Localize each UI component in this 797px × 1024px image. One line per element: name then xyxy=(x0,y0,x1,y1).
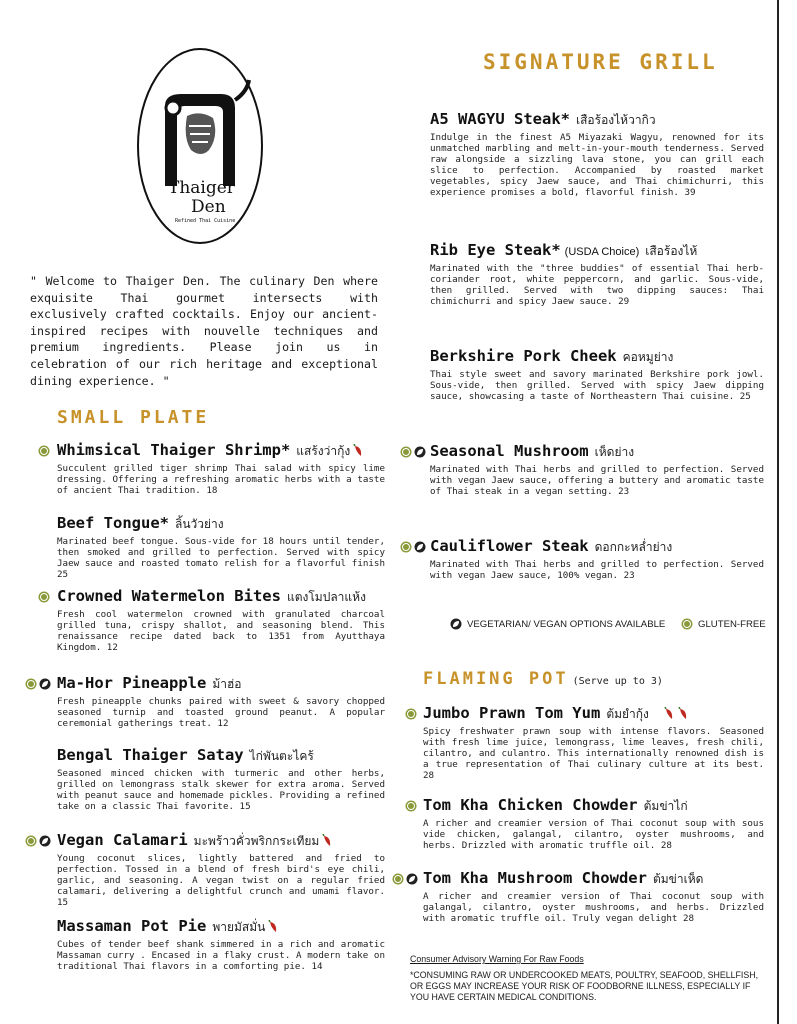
item-description: Marinated with Thai herbs and grilled to perfection. Served with vegan Jaew sauce, 100% vegan. 23 xyxy=(430,559,764,581)
legend-gluten-free: GLUTEN-FREE xyxy=(698,619,766,630)
item-thai-name: คอหมูย่าง xyxy=(622,350,674,364)
item-thai-name: เสือร้องไห้วากิว xyxy=(575,113,656,127)
item-name: A5 WAGYU Steak* xyxy=(430,110,570,128)
gluten-free-icon xyxy=(400,446,412,458)
logo-line2: Den xyxy=(191,197,226,217)
gluten-free-icon xyxy=(38,445,50,457)
item-name: Crowned Watermelon Bites xyxy=(57,587,281,605)
menu-item xyxy=(430,442,764,497)
logo-tagline: Refined Thai Cuisine xyxy=(175,218,236,224)
menu-item xyxy=(423,869,764,924)
gluten-free-icon xyxy=(405,800,417,812)
leaf-icon xyxy=(450,618,462,630)
item-description: Seasoned minced chicken with turmeric and other herbs, grilled on lemongrass stalk skewer for extra aroma. Served with peanut sauce and homemade pickles. Providing a refined take on a classic Thai favorite. 15 xyxy=(57,768,385,812)
leaf-icon xyxy=(39,678,51,690)
logo-line1: Thaiger xyxy=(168,178,235,198)
chili-icon xyxy=(322,834,333,847)
intro-text: " Welcome to Thaiger Den. The culinary Den where exquisite Thai gourmet intersects with exclusively crafted cocktails. Enjoy our ancient-inspired recipes with nouvelle techniques and premium ingredients. Please join us in celebration of our rich heritage and exceptional dining experience. " xyxy=(30,274,378,388)
item-description: Succulent grilled tiger shrimp Thai salad with spicy lime dressing. Offering a refreshing aromatic herbs with a taste of ancient Thai tradition. 18 xyxy=(57,463,385,496)
flaming-pot-heading: FLAMING POT xyxy=(423,669,569,689)
leaf-icon xyxy=(39,835,51,847)
chili-icon xyxy=(664,707,675,720)
leaf-icon xyxy=(414,446,426,458)
item-description: Young coconut slices, lightly battered and fried to perfection. Tossed in a blend of fresh bird's eye chili, garlic, and seasoning. A vegan twist on a regular fried calamari, delivering a delightful crunch and umami flavor. 15 xyxy=(57,853,385,908)
item-name: Cauliflower Steak xyxy=(430,537,589,555)
item-name: Jumbo Prawn Tom Yum xyxy=(423,704,601,722)
gluten-free-icon xyxy=(681,618,693,630)
menu-item xyxy=(57,917,385,972)
item-thai-name: เห็ดย่าง xyxy=(594,445,635,459)
item-description: A richer and creamier version of Thai coconut soup with sous vide chicken, galangal, cilantro, oyster mushrooms, and herbs. Drizzled with aromatic truffle oil. 28 xyxy=(423,818,764,851)
small-plate-title: SMALL PLATE xyxy=(57,407,210,428)
leaf-icon xyxy=(414,541,426,553)
menu-item xyxy=(430,347,764,402)
advisory-title: Consumer Advisory Warning For Raw Foods xyxy=(410,954,584,964)
item-thai-name: ต้มข่าไก่ xyxy=(643,799,688,813)
item-thai-name: เสือร้องไห้ xyxy=(645,244,698,258)
item-thai-name: ลิ้นวัวย่าง xyxy=(174,517,224,531)
chili-icon xyxy=(353,444,364,457)
item-name: Bengal Thaiger Satay xyxy=(57,746,244,764)
item-thai-name: มะพร้าวคั่วพริกกระเทียม xyxy=(193,834,320,848)
item-thai-name: แสร้งว่ากุ้ง xyxy=(296,444,351,458)
item-name: Tom Kha Mushroom Chowder xyxy=(423,869,647,887)
item-thai-name: ต้มข่าเห็ด xyxy=(652,872,704,886)
item-name: Massaman Pot Pie xyxy=(57,917,207,935)
item-thai-name: ไก่พันตะไคร้ xyxy=(249,749,314,763)
menu-item xyxy=(57,674,385,729)
item-description: Cubes of tender beef shank simmered in a rich and aromatic Massaman curry . Encased in a flaky crust. A modern take on traditional Thai flavors in a comforting pie. 14 xyxy=(57,939,385,972)
item-description: Marinated with the "three buddies" of essential Thai herb-coriander root, white peppercorn, and garlic. Sous-vide, then grilled. Served with two dipping sauces: Thai chimichurri and spicy Jaew sauce. 29 xyxy=(430,263,764,307)
leaf-icon xyxy=(406,873,418,885)
gluten-free-icon xyxy=(38,591,50,603)
item-thai-name: พายมัสมั่น xyxy=(212,920,266,934)
item-name: Beef Tongue* xyxy=(57,514,169,532)
item-name: Ma-Hor Pineapple xyxy=(57,674,207,692)
item-thai-name: ต้มยำกุ้ง xyxy=(606,707,649,721)
item-description: A richer and creamier version of Thai coconut soup with galangal, cilantro, oyster mushrooms, and herbs. Drizzled with aromatic truffle oil. Truly vegan delight 28 xyxy=(423,891,764,924)
gluten-free-icon xyxy=(25,835,37,847)
item-note: (USDA Choice) xyxy=(564,246,640,258)
menu-item xyxy=(423,704,764,781)
flaming-pot-subtitle: (Serve up to 3) xyxy=(572,676,663,687)
item-description: Thai style sweet and savory marinated Berkshire pork jowl. Sous-vide, then grilled. Served with spicy Jaew dipping sauce, showcasing a taste of Northeastern Thai cuisine. 25 xyxy=(430,369,764,402)
gluten-free-icon xyxy=(392,873,404,885)
item-thai-name: ม้าฮ่อ xyxy=(212,677,242,691)
signature-grill-title: SIGNATURE GRILL xyxy=(483,50,718,74)
flaming-pot-title xyxy=(423,669,663,689)
menu-item xyxy=(430,110,764,198)
gluten-free-icon xyxy=(400,541,412,553)
item-description: Marinated beef tongue. Sous-vide for 18 hours until tender, then smoked and grilled to perfection. Served with spicy Jaew sauce and roasted tomato relish for a flavorful finish 25 xyxy=(57,536,385,580)
menu-item xyxy=(423,796,764,851)
item-description: Fresh pineapple chunks paired with sweet & savory chopped seasoned turnip and toasted ground peanut. A popular ceremonial gatherings treat. 12 xyxy=(57,696,385,729)
gluten-free-icon xyxy=(405,708,417,720)
item-thai-name: ดอกกะหล่ำย่าง xyxy=(594,540,673,554)
item-description: Fresh cool watermelon crowned with granulated charcoal grilled tuna, crispy shallot, and seasoning blend. This renaissance recipe dated back to 1351 from Ayutthaya Kingdom. 12 xyxy=(57,609,385,653)
menu-item xyxy=(57,514,385,580)
menu-item xyxy=(57,587,385,653)
menu-item xyxy=(57,746,385,812)
gluten-free-icon xyxy=(25,678,37,690)
item-name: Berkshire Pork Cheek xyxy=(430,347,617,365)
item-name: Whimsical Thaiger Shrimp* xyxy=(57,441,291,459)
item-name: Vegan Calamari xyxy=(57,831,188,849)
item-description: Spicy freshwater prawn soup with intense flavors. Seasoned with fresh lime juice, lemongrass, lime leaves, fresh chili, cilantro, and culantro. This internationally renowned dish is a true representation of Thai culinary culture at its best. 28 xyxy=(423,726,764,781)
item-thai-name: แตงโมปลาแห้ง xyxy=(286,590,366,604)
chili-icon xyxy=(268,920,279,933)
item-name: Seasonal Mushroom xyxy=(430,442,589,460)
chili-icon xyxy=(678,707,689,720)
menu-item xyxy=(57,441,385,496)
item-name: Tom Kha Chicken Chowder xyxy=(423,796,638,814)
item-description: Marinated with Thai herbs and grilled to perfection. Served with vegan Jaew sauce, offering a buttery and aromatic taste of Thai steak in a vegan setting. 23 xyxy=(430,464,764,497)
menu-item xyxy=(57,831,385,908)
consumer-advisory xyxy=(410,954,770,1003)
legend-vegan: VEGETARIAN/ VEGAN OPTIONS AVAILABLE xyxy=(467,619,666,630)
logo xyxy=(135,46,265,246)
item-description: Indulge in the finest A5 Miyazaki Wagyu, renowned for its unmatched marbling and melt-in-your-mouth tenderness. Served raw alongside a sizzling lava stone, you can grill each slice to perfection. Accompanied by roasted market vegetables, spicy Jaew sauce, and Thai chimichurri, this experience promises a bold, flavorful finish. 39 xyxy=(430,132,764,198)
advisory-text: *CONSUMING RAW OR UNDERCOOKED MEATS, POULTRY, SEAFOOD, SHELLFISH, OR EGGS MAY INCREASE YOUR RISK OF FOODBORNE ILLNESS, ESPECIALLY IF YOU HAVE CERTAIN MEDICAL CONDITIONS. xyxy=(410,970,759,1002)
menu-item xyxy=(430,537,764,581)
item-name: Rib Eye Steak* xyxy=(430,241,561,259)
menu-item xyxy=(430,241,764,307)
